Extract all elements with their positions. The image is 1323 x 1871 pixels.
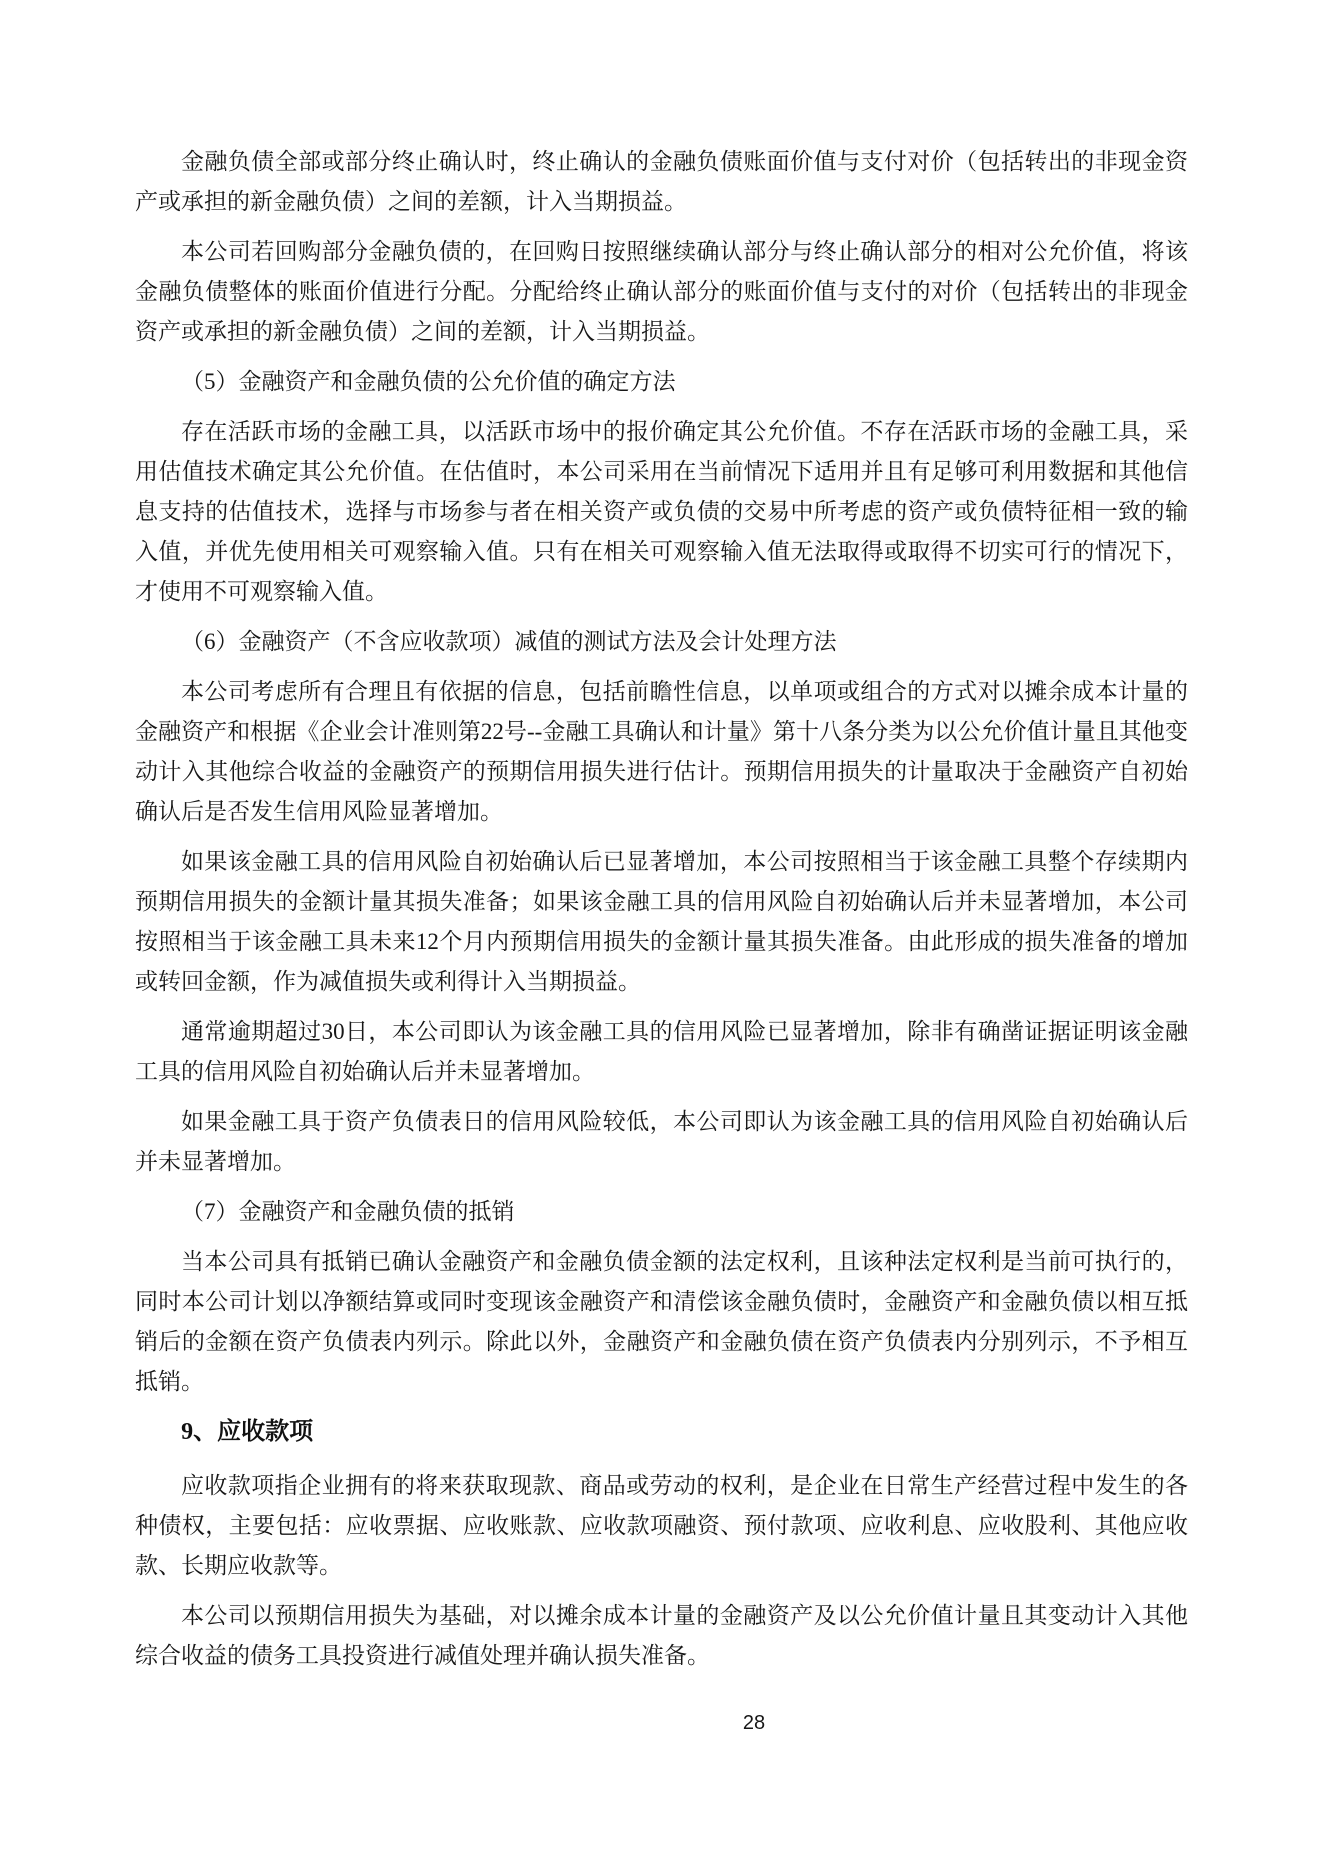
subsection-heading-7-offsetting: （7）金融资产和金融负债的抵销 <box>181 1199 515 1224</box>
paragraph-credit-risk-increase: 如果该金融工具的信用风险自初始确认后已显著增加，本公司按照相当于该金融工具整个存续期内预期信用损失的金额计量其损失准备；如果该金融工具的信用风险自初始确认后并未显著增加，本公司按照相当于该金融工具未来12个月内预期信用损失的金额计量其损失准备。由此形成的损失准备的增加或转回金额，作为减值损失或利得计入当期损益。 <box>135 849 1188 994</box>
paragraph-receivables-impairment: 本公司以预期信用损失为基础，对以摊余成本计量的金融资产及以公允价值计量且其变动计入其他综合收益的债务工具投资进行减值处理并确认损失准备。 <box>135 1603 1188 1668</box>
paragraph-overdue-30-days: 通常逾期超过30日，本公司即认为该金融工具的信用风险已显著增加，除非有确凿证据证明该金融工具的信用风险自初始确认后并未显著增加。 <box>135 1019 1188 1084</box>
subsection-heading-5-fair-value: （5）金融资产和金融负债的公允价值的确定方法 <box>181 369 676 394</box>
paragraph-derecognition-difference: 金融负债全部或部分终止确认时，终止确认的金融负债账面价值与支付对价（包括转出的非现金资产或承担的新金融负债）之间的差额，计入当期损益。 <box>135 149 1188 214</box>
paragraph-receivables-definition: 应收款项指企业拥有的将来获取现款、商品或劳动的权利，是企业在日常生产经营过程中发生的各种债权，主要包括：应收票据、应收账款、应收款项融资、预付款项、应收利息、应收股利、其他应收款、长期应收款等。 <box>135 1473 1188 1578</box>
document-content <box>135 142 1188 1686</box>
paragraph-offsetting-rule: 当本公司具有抵销已确认金融资产和金融负债金额的法定权利，且该种法定权利是当前可执行的，同时本公司计划以净额结算或同时变现该金融资产和清偿该金融负债时，金融资产和金融负债以相互抵销后的金额在资产负债表内列示。除此以外，金融资产和金融负债在资产负债表内分别列示，不予相互抵销。 <box>135 1249 1188 1394</box>
page-number: 28 <box>742 1712 766 1734</box>
paragraph-expected-credit-loss: 本公司考虑所有合理且有依据的信息，包括前瞻性信息，以单项或组合的方式对以摊余成本计量的金融资产和根据《企业会计准则第22号--金融工具确认和计量》第十八条分类为以公允价值计量且其他变动计入其他综合收益的金融资产的预期信用损失进行估计。预期信用损失的计量取决于金融资产自初始确认后是否发生信用风险显著增加。 <box>135 679 1188 824</box>
subsection-heading-6-impairment: （6）金融资产（不含应收款项）减值的测试方法及会计处理方法 <box>181 629 837 654</box>
paragraph-low-credit-risk: 如果金融工具于资产负债表日的信用风险较低，本公司即认为该金融工具的信用风险自初始确认后并未显著增加。 <box>135 1109 1188 1174</box>
paragraph-partial-repurchase: 本公司若回购部分金融负债的，在回购日按照继续确认部分与终止确认部分的相对公允价值，将该金融负债整体的账面价值进行分配。分配给终止确认部分的账面价值与支付的对价（包括转出的非现金资产或承担的新金融负债）之间的差额，计入当期损益。 <box>135 239 1188 344</box>
paragraph-fair-value-method: 存在活跃市场的金融工具，以活跃市场中的报价确定其公允价值。不存在活跃市场的金融工具，采用估值技术确定其公允价值。在估值时，本公司采用在当前情况下适用并且有足够可利用数据和其他信息支持的估值技术，选择与市场参与者在相关资产或负债的交易中所考虑的资产或负债特征相一致的输入值，并优先使用相关可观察输入值。只有在相关可观察输入值无法取得或取得不切实可行的情况下，才使用不可观察输入值。 <box>135 419 1188 604</box>
section-heading-9-receivables: 9、应收款项 <box>181 1419 314 1445</box>
